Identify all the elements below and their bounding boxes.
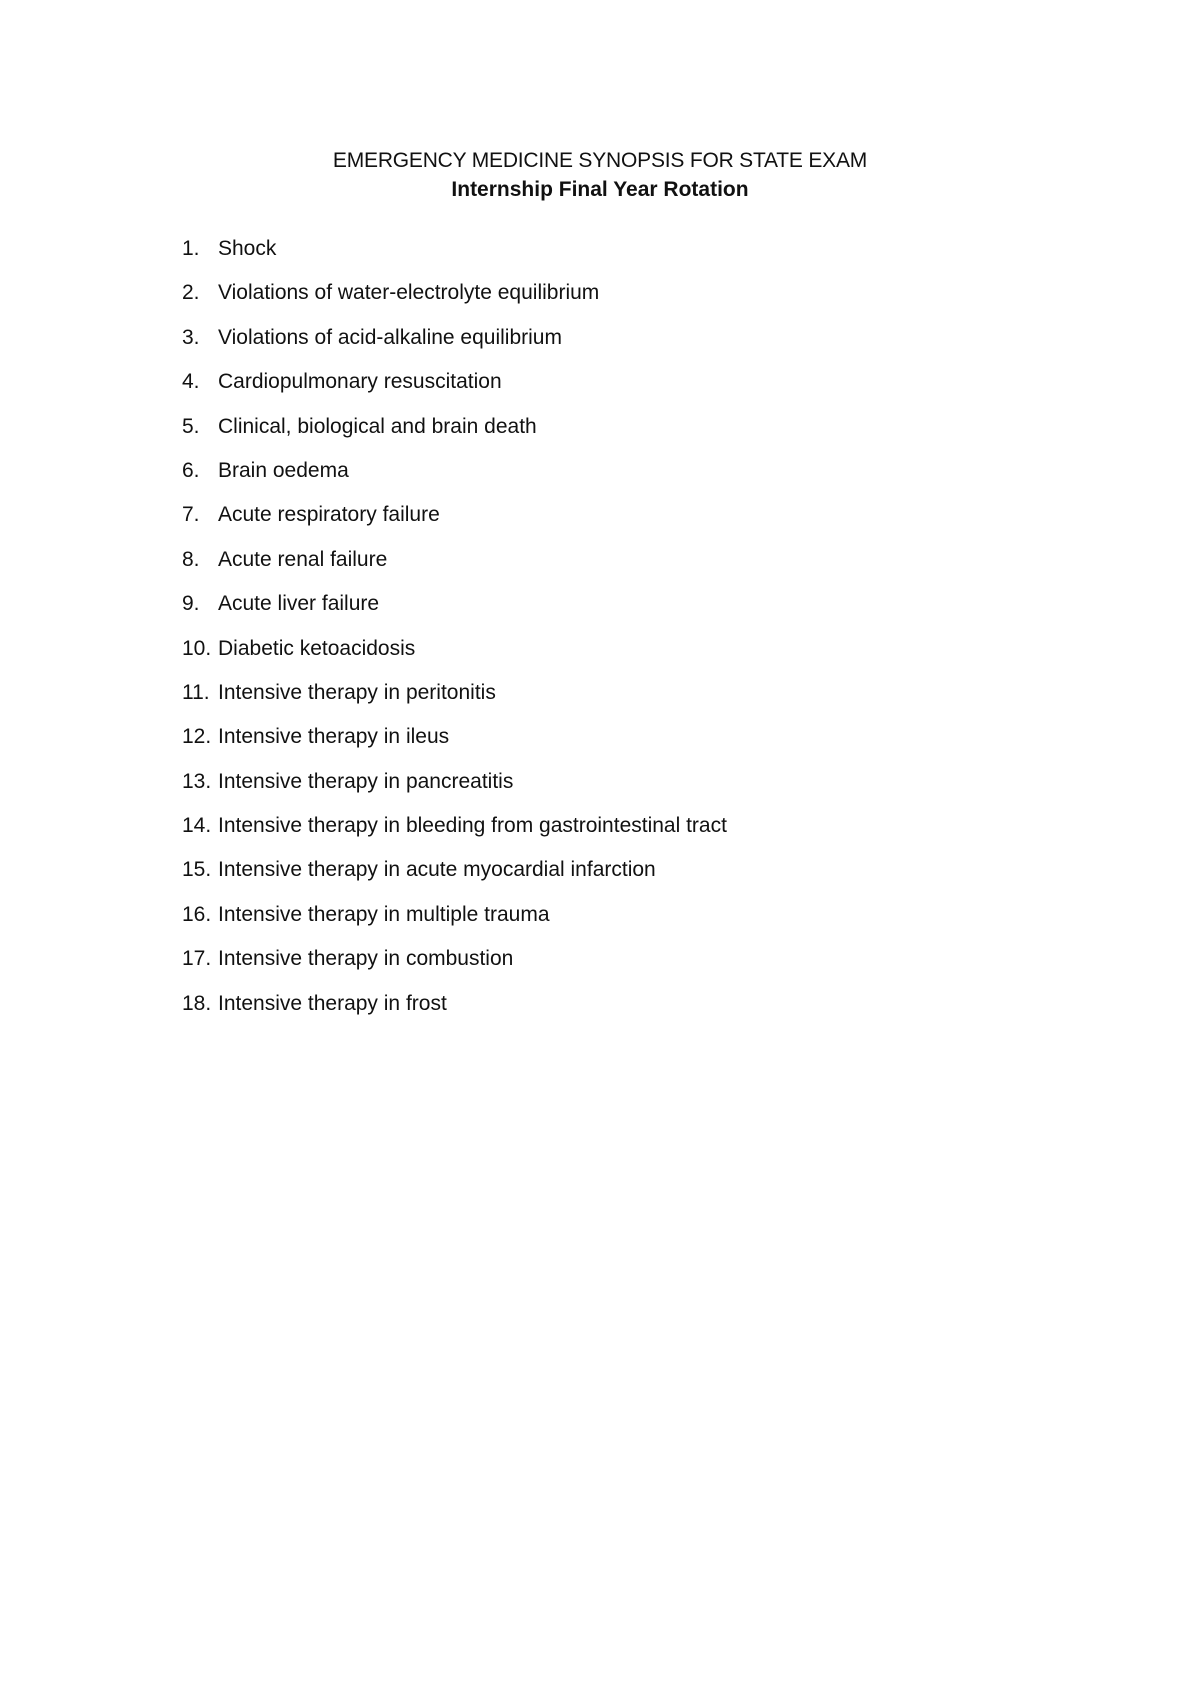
list-item — [182, 325, 727, 369]
list-item-number: 15. — [182, 858, 212, 882]
list-item — [182, 857, 727, 901]
list-item-number: 13. — [182, 769, 212, 793]
list-item-text: Acute respiratory failure — [218, 503, 440, 527]
list-item-text: Intensive therapy in acute myocardial infarction — [218, 858, 656, 882]
list-item-text: Violations of acid-alkaline equilibrium — [218, 325, 562, 349]
list-item-number: 18. — [182, 991, 212, 1015]
list-item — [182, 991, 727, 1035]
list-item-text: Intensive therapy in frost — [218, 991, 447, 1015]
list-item-number: 9. — [182, 592, 200, 616]
list-item-text: Violations of water-electrolyte equilibrium — [218, 281, 600, 305]
list-item-number: 5. — [182, 414, 200, 438]
list-item-number: 7. — [182, 503, 200, 527]
list-item-text: Cardiopulmonary resuscitation — [218, 370, 502, 394]
list-item — [182, 280, 727, 324]
list-item-text: Diabetic ketoacidosis — [218, 636, 416, 660]
list-item-number: 16. — [182, 902, 212, 926]
list-item-text: Shock — [218, 237, 277, 260]
list-item — [182, 369, 727, 413]
list-item — [182, 902, 727, 946]
list-item-text: Intensive therapy in combustion — [218, 947, 514, 971]
topic-list — [182, 236, 727, 1035]
list-item-number: 8. — [182, 547, 200, 571]
list-item-number: 2. — [182, 281, 200, 305]
list-item-number: 4. — [182, 370, 200, 394]
list-item-text: Brain oedema — [218, 458, 349, 482]
list-item-number: 14. — [182, 814, 212, 838]
list-item-text: Acute renal failure — [218, 547, 388, 571]
list-item — [182, 724, 727, 768]
document-subtitle: Internship Final Year Rotation — [451, 178, 749, 201]
list-item-text: Intensive therapy in pancreatitis — [218, 769, 514, 793]
list-item-number: 1. — [182, 237, 200, 260]
list-item-text: Intensive therapy in bleeding from gastrointestinal tract — [218, 814, 727, 838]
list-item-text: Acute liver failure — [218, 592, 380, 616]
list-item — [182, 502, 727, 546]
list-item-text: Intensive therapy in peritonitis — [218, 680, 496, 704]
list-item — [182, 946, 727, 990]
list-item-number: 10. — [182, 636, 212, 660]
list-item-number: 12. — [182, 725, 212, 749]
list-item — [182, 636, 727, 680]
list-item — [182, 414, 727, 458]
list-item — [182, 680, 727, 724]
list-item — [182, 236, 727, 280]
list-item-number: 6. — [182, 458, 200, 482]
list-item — [182, 769, 727, 813]
list-item — [182, 591, 727, 635]
list-item-number: 3. — [182, 325, 200, 349]
list-item — [182, 813, 727, 857]
document-title: EMERGENCY MEDICINE SYNOPSIS FOR STATE EXAM — [332, 149, 868, 172]
list-item-text: Clinical, biological and brain death — [218, 414, 537, 438]
list-item-number: 17. — [182, 947, 212, 971]
list-item-text: Intensive therapy in ileus — [218, 725, 450, 749]
list-item — [182, 458, 727, 502]
list-item — [182, 547, 727, 591]
list-item-text: Intensive therapy in multiple trauma — [218, 902, 550, 926]
list-item-number: 11. — [182, 680, 210, 704]
